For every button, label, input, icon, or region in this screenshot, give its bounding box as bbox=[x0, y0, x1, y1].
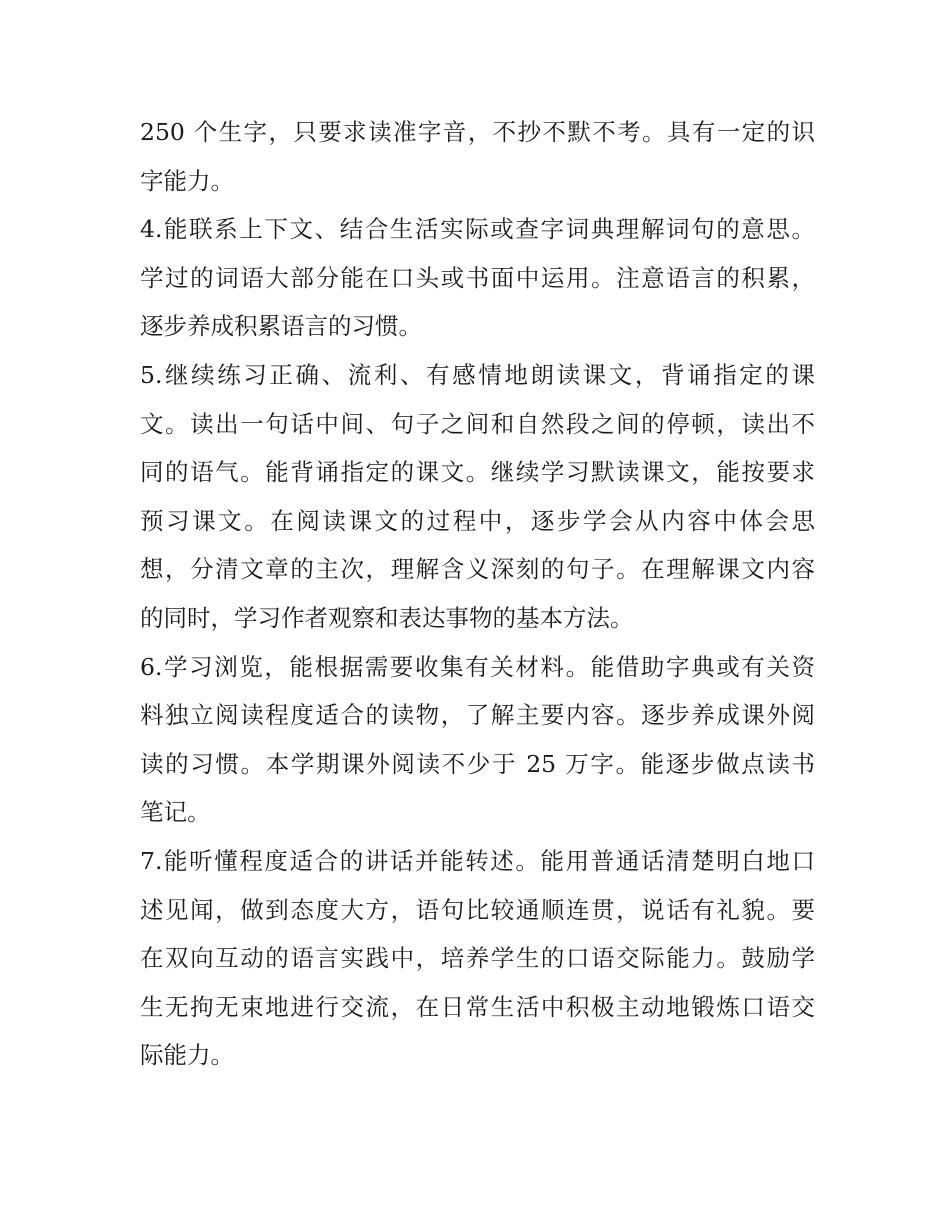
text-line: 4.能联系上下文、结合生活实际或查字词典理解词句的意思。 bbox=[140, 215, 815, 244]
text-line: 想，分清文章的主次，理解含义深刻的句子。在理解课文内容 bbox=[140, 555, 815, 584]
text-line: 字能力。 bbox=[140, 166, 234, 195]
text-line: 5.继续练习正确、流利、有感情地朗读课文，背诵指定的课 bbox=[140, 360, 815, 389]
text-line: 6.学习浏览，能根据需要收集有关材料。能借助字典或有关资 bbox=[140, 652, 815, 681]
text-line: 际能力。 bbox=[140, 1041, 234, 1070]
text-line: 预习课文。在阅读课文的过程中，逐步学会从内容中体会思 bbox=[140, 506, 815, 535]
text-line: 述见闻，做到态度大方，语句比较通顺连贯，说话有礼貌。要 bbox=[140, 895, 815, 924]
text-line: 文。读出一句话中间、句子之间和自然段之间的停顿，读出不 bbox=[140, 409, 815, 438]
text-line: 在双向互动的语言实践中，培养学生的口语交际能力。鼓励学 bbox=[140, 944, 815, 973]
text-line: 250 个生字，只要求读准字音，不抄不默不考。具有一定的识 bbox=[140, 118, 815, 146]
text-line: 逐步养成积累语言的习惯。 bbox=[140, 312, 422, 341]
text-line: 料独立阅读程度适合的读物，了解主要内容。逐步养成课外阅 bbox=[140, 701, 815, 730]
document-body bbox=[140, 108, 815, 1080]
text-line: 的同时，学习作者观察和表达事物的基本方法。 bbox=[140, 603, 634, 632]
text-line: 7.能听懂程度适合的讲话并能转述。能用普通话清楚明白地口 bbox=[140, 846, 815, 875]
text-line: 学过的词语大部分能在口头或书面中运用。注意语言的积累， bbox=[140, 263, 815, 292]
text-line: 同的语气。能背诵指定的课文。继续学习默读课文，能按要求 bbox=[140, 458, 815, 487]
text-line: 笔记。 bbox=[140, 798, 211, 827]
text-line: 生无拘无束地进行交流，在日常生活中积极主动地锻炼口语交 bbox=[140, 992, 815, 1021]
text-line: 读的习惯。本学期课外阅读不少于 25 万字。能逐步做点读书 bbox=[140, 749, 815, 778]
